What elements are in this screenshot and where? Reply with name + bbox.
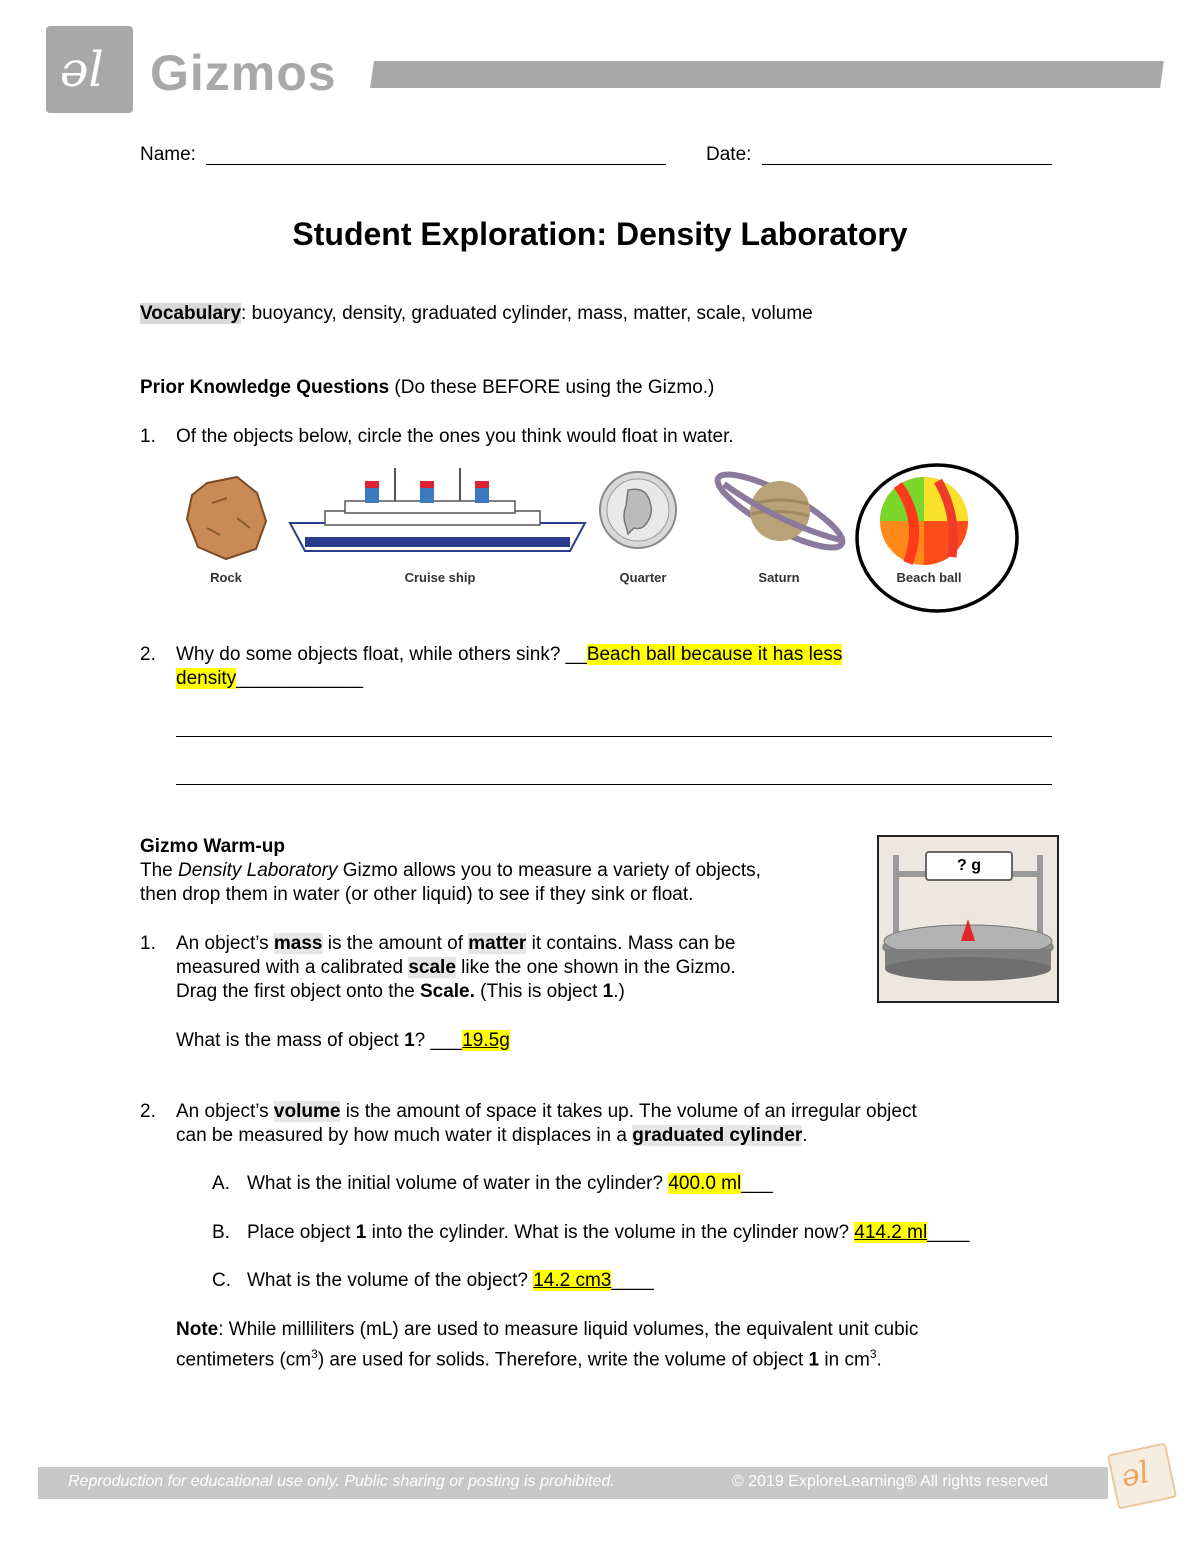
warmup-q2-line2 [176,1124,808,1148]
warmup-q1-line3 [176,980,625,1004]
date-field[interactable] [762,164,1052,165]
term-matter: matter [468,933,527,954]
warmup-q2-number: 2. [140,1101,156,1122]
warmup-q1-ask-b: 1 [404,1030,415,1051]
object-label-beach-ball: Beach ball [896,570,962,585]
page-title: Student Exploration: Density Laboratory [292,216,908,252]
prior-q2-answer-line2[interactable]: density [176,668,237,689]
warmup-q1-ask [176,1029,510,1053]
warmup-q2-line2-c: . [802,1125,808,1146]
object-label-cruise-ship: Cruise ship [404,570,476,585]
part-b-text-c: into the cylinder. What is the volume in the cylinder now? [366,1222,855,1243]
note-text-e: in cm [819,1349,870,1371]
warmup-q1-line2-c: like the one shown in the Gizmo. [455,957,736,978]
scale-illustration [877,835,1059,1003]
scale-display [925,851,1013,881]
footer-reproduction-note: Reproduction for educational use only. Public sharing or posting is prohibited. [68,1473,615,1490]
date-label: Date: [706,144,752,165]
warmup-q1-line3-a: Drag the first object onto the [176,981,420,1002]
warmup-q1-text-c: is the amount of [322,933,469,954]
part-b-line [247,1221,969,1245]
cruise-ship-image [285,463,590,558]
warmup-intro-post: Gizmo allows you to measure a variety of objects, [337,860,761,881]
prior-q2-text: Why do some objects float, while others sink? __ [176,644,587,665]
part-b-text-b: 1 [355,1222,367,1243]
part-b-text-a: Place object [247,1222,356,1243]
name-label: Name: [140,144,196,165]
warmup-q2-line1 [176,1100,917,1124]
answer-line-2[interactable] [176,784,1052,785]
object-volume-answer[interactable]: 14.2 cm3 [533,1270,612,1291]
part-a-letter: A. [212,1173,230,1194]
part-b-trail: ____ [927,1222,970,1243]
object-label-quarter: Quarter [619,570,667,585]
initial-volume-answer[interactable]: 400.0 ml [668,1173,742,1194]
name-field[interactable] [206,164,666,165]
rock-image [182,473,272,563]
term-volume: volume [273,1101,341,1122]
saturn-image [708,466,858,556]
warmup-q2-text-c: is the amount of space it takes up. The volume of an irregular object [340,1101,917,1122]
prior-knowledge-note: (Do these BEFORE using the Gizmo.) [389,377,715,398]
part-a-text: What is the initial volume of water in the cylinder? [247,1173,669,1194]
quarter-image [598,468,678,552]
warmup-q1-line3-d: 1 [602,981,614,1002]
logo-badge [46,26,133,113]
prior-q2-number: 2. [140,644,156,665]
warmup-q1-text-e: it contains. Mass can be [526,933,736,954]
footer-bar [38,1467,1108,1499]
term-mass: mass [273,933,323,954]
part-b-letter: B. [212,1222,230,1243]
beach-ball-circle [854,462,1020,614]
term-graduated-cylinder: graduated cylinder [632,1125,803,1146]
warmup-q1-ask-a: What is the mass of object [176,1030,405,1051]
warmup-intro-line2: then drop them in water (or other liquid) to see if they sink or float. [140,884,694,905]
prior-knowledge-heading: Prior Knowledge Questions [140,377,390,398]
note-line2 [176,1342,882,1372]
part-c-text: What is the volume of the object? [247,1270,534,1291]
answer-line-1[interactable] [176,736,1052,737]
prior-q2-answer-line1[interactable]: Beach ball because it has less [586,644,843,665]
warmup-intro-pre: The [140,860,179,881]
scale-display-value: ? g [957,857,981,874]
warmup-q1-text-a: An object’s [176,933,274,954]
prior-knowledge-heading-line [140,376,714,400]
warmup-q1-line3-e: .) [613,981,625,1002]
warmup-q1-line3-b: Scale. [419,981,475,1002]
part-c-trail: ____ [611,1270,654,1291]
part-c-line [247,1269,654,1293]
prior-q2-line1 [176,643,842,667]
warmup-q2-text-a: An object’s [176,1101,274,1122]
object-label-saturn: Saturn [758,570,800,585]
part-c-letter: C. [212,1270,231,1291]
warmup-q1-number: 1. [140,933,156,954]
footer-logo-mark-icon: əl [1118,1454,1153,1495]
warmup-heading: Gizmo Warm-up [140,836,285,857]
note-text-b: centimeters (cm [176,1349,312,1371]
note-superscript: 3 [311,1347,318,1361]
warmup-q1-line1 [176,932,735,956]
footer-logo [1107,1442,1177,1509]
vocabulary-line [140,302,813,326]
warmup-q1-line3-c: (This is object [474,981,603,1002]
prior-q1-number: 1. [140,426,156,447]
note-label: Note [176,1319,219,1340]
term-scale: scale [408,957,456,978]
note-text-c: ) are used for solids. Therefore, write the volume of object [317,1349,809,1371]
part-a-trail: ___ [741,1173,773,1194]
footer-copyright: © 2019 ExploreLearning® All rights reserved [732,1473,1049,1490]
warmup-intro-line1 [140,859,761,883]
warmup-q1-line2 [176,956,736,980]
brand-name: Gizmos [150,45,337,101]
note-text-a: : While milliliters (mL) are used to measure liquid volumes, the equivalent unit cubic [218,1319,919,1340]
note-text-d: 1 [808,1349,820,1371]
warmup-q1-line2-a: measured with a calibrated [176,957,409,978]
warmup-q2-line2-a: can be measured by how much water it displaces in a [176,1125,633,1146]
vocabulary-label: Vocabulary [140,303,242,324]
warmup-q1-ask-c: ? ___ [414,1030,463,1051]
mass-answer[interactable]: 19.5g [462,1030,510,1051]
prior-q2-answer-trail: ____________ [236,668,364,689]
note-text-f: . [876,1349,882,1371]
header-bar [370,61,1164,88]
note-superscript-2: 3 [869,1347,877,1361]
prior-q2-line2 [176,667,363,691]
note-line1 [176,1318,918,1342]
part-a-line [247,1172,773,1196]
prior-q1-text: Of the objects below, circle the ones you think would float in water. [176,426,734,447]
logo-mark-icon: əl [60,42,104,98]
cylinder-volume-answer[interactable]: 414.2 ml [854,1222,928,1243]
warmup-intro-italic: Density Laboratory [178,860,338,881]
object-label-rock: Rock [210,570,242,585]
vocabulary-terms: : buoyancy, density, graduated cylinder, mass, matter, scale, volume [241,303,813,324]
